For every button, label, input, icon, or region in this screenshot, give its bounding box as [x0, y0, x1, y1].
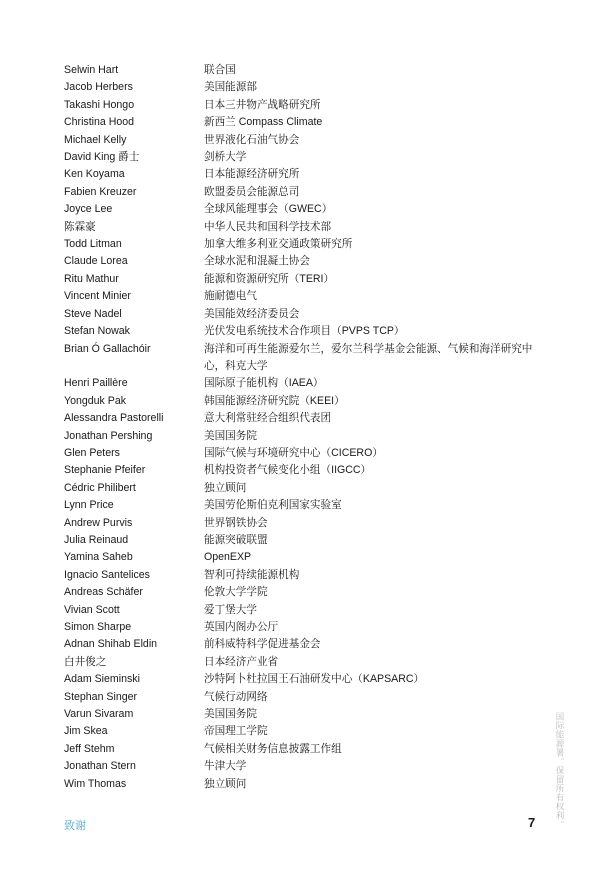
organization-name: 日本经济产业省	[204, 655, 279, 668]
list-item	[64, 758, 544, 775]
organization-name: 海洋和可再生能源爱尔兰，爱尔兰科学基金会能源、气候和海洋研究中心，科克大学	[204, 342, 533, 372]
person-name: Vivian Scott	[64, 603, 120, 616]
list-item	[64, 184, 544, 201]
person-name: David King 爵士	[64, 151, 140, 164]
organization-name: 美国国务院	[204, 708, 257, 721]
organization-name: 光伏发电系统技术合作项目（PVPS TCP）	[204, 325, 405, 338]
person-name: Jonathan Stern	[64, 760, 136, 773]
list-item	[64, 341, 544, 376]
list-item	[64, 619, 544, 636]
person-name: Jacob Herbers	[64, 81, 133, 94]
person-name: Takashi Hongo	[64, 98, 135, 111]
list-item	[64, 532, 544, 549]
page-number: 7	[528, 815, 536, 830]
person-name: Lynn Price	[64, 499, 114, 512]
person-name: Yamina Saheb	[64, 551, 133, 564]
list-item	[64, 497, 544, 514]
person-name: Joyce Lee	[64, 203, 113, 216]
list-item	[64, 114, 544, 131]
organization-name: 日本能源经济研究所	[204, 168, 300, 181]
organization-name: 施耐德电气	[204, 290, 257, 303]
person-name: Yongduk Pak	[64, 394, 127, 407]
person-name: Selwin Hart	[64, 64, 119, 76]
organization-name: OpenEXP	[204, 551, 252, 564]
organization-name: 美国能源部	[204, 81, 257, 94]
organization-name: 伦敦大学学院	[204, 586, 268, 599]
copyright-notice: 国际能源署。保留所有权利。	[555, 712, 565, 829]
organization-name: 国际原子能机构（IAEA）	[204, 377, 324, 390]
person-name: Jonathan Pershing	[64, 429, 153, 442]
organization-name: 全球风能理事会（GWEC）	[204, 203, 333, 216]
organization-name: 国际气候与环境研究中心（CICERO）	[204, 446, 383, 459]
person-name: Todd Litman	[64, 238, 122, 251]
person-name: Andreas Schäfer	[64, 586, 143, 599]
organization-name: 机构投资者气候变化小组（IIGCC）	[204, 464, 372, 477]
organization-name: 气候相关财务信息披露工作组	[204, 742, 342, 755]
list-item	[64, 602, 544, 619]
organization-name: 美国能效经济委员会	[204, 307, 300, 320]
list-item	[64, 671, 544, 688]
person-name: Cédric Philibert	[64, 481, 136, 494]
organization-name: 英国内阁办公厅	[204, 621, 279, 633]
person-name: Ken Koyama	[64, 168, 125, 181]
list-item	[64, 97, 544, 114]
list-item	[64, 149, 544, 166]
list-item	[64, 79, 544, 96]
person-name: Christina Hood	[64, 116, 135, 129]
person-name: Adnan Shihab Eldin	[64, 638, 158, 651]
list-item	[64, 132, 544, 149]
person-name: Varun Sivaram	[64, 708, 134, 721]
acknowledgements-list	[64, 62, 544, 793]
person-name: Vincent Minier	[64, 290, 131, 303]
list-item	[64, 323, 544, 340]
list-item	[64, 689, 544, 706]
person-name: Ritu Mathur	[64, 272, 119, 285]
person-name: Steve Nadel	[64, 307, 122, 320]
person-name: Stephanie Pfeifer	[64, 464, 146, 477]
person-name: Alessandra Pastorelli	[64, 412, 164, 425]
person-name: Claude Lorea	[64, 255, 128, 268]
person-name: Henri Paillère	[64, 377, 128, 390]
organization-name: 沙特阿卜杜拉国王石油研发中心（KAPSARC）	[204, 673, 425, 686]
organization-name: 新西兰 Compass Climate	[204, 116, 323, 129]
organization-name: 加拿大维多利亚交通政策研究所	[204, 238, 353, 251]
organization-name: 全球水泥和混凝土协会	[204, 255, 310, 268]
list-item	[64, 219, 544, 236]
list-item	[64, 549, 544, 566]
person-name: Stefan Nowak	[64, 325, 130, 338]
list-item	[64, 62, 544, 79]
person-name: Jim Skea	[64, 725, 108, 738]
organization-name: 韩国能源经济研究院（KEEI）	[204, 394, 345, 407]
person-name: Wim Thomas	[64, 777, 127, 790]
list-item	[64, 201, 544, 218]
list-item	[64, 636, 544, 653]
person-name: Jeff Stehm	[64, 742, 115, 755]
organization-name: 能源突破联盟	[204, 533, 268, 546]
person-name: Ignacio Santelices	[64, 568, 150, 581]
organization-name: 美国劳伦斯伯克利国家实验室	[204, 499, 342, 512]
organization-name: 前科威特科学促进基金会	[204, 638, 321, 651]
organization-name: 爱丁堡大学	[204, 603, 257, 616]
list-item	[64, 271, 544, 288]
footer-section-title: 致谢	[64, 820, 86, 832]
list-item	[64, 584, 544, 601]
organization-name: 剑桥大学	[204, 151, 247, 164]
person-name: Andrew Purvis	[64, 516, 133, 529]
person-name: Julia Reinaud	[64, 533, 129, 546]
person-name: Glen Peters	[64, 446, 120, 459]
person-name: Simon Sharpe	[64, 621, 132, 633]
organization-name: 牛津大学	[204, 760, 247, 773]
person-name: 白井俊之	[64, 655, 107, 668]
organization-name: 独立顾问	[204, 481, 247, 494]
list-item	[64, 567, 544, 584]
organization-name: 帝国理工学院	[204, 725, 268, 738]
person-name: 陈霖豪	[64, 220, 96, 233]
list-item	[64, 706, 544, 723]
list-item	[64, 723, 544, 740]
organization-name: 独立顾问	[204, 777, 247, 790]
list-item	[64, 236, 544, 253]
organization-name: 世界钢铁协会	[204, 516, 268, 529]
organization-name: 日本三井物产战略研究所	[204, 98, 321, 111]
organization-name: 欧盟委员会能源总司	[204, 185, 300, 198]
organization-name: 美国国务院	[204, 429, 257, 442]
list-item	[64, 393, 544, 410]
person-name: Fabien Kreuzer	[64, 185, 137, 198]
organization-name: 智利可持续能源机构	[204, 568, 300, 581]
list-item	[64, 741, 544, 758]
list-item	[64, 428, 544, 445]
list-item	[64, 776, 544, 793]
organization-name: 能源和资源研究所（TERI）	[204, 272, 335, 285]
list-item	[64, 306, 544, 323]
organization-name: 中华人民共和国科学技术部	[204, 220, 332, 233]
organization-name: 联合国	[204, 64, 236, 76]
organization-name: 意大利常驻经合组织代表团	[204, 412, 332, 425]
list-item	[64, 462, 544, 479]
person-name: Michael Kelly	[64, 133, 127, 146]
organization-name: 气候行动网络	[204, 690, 268, 703]
list-item	[64, 166, 544, 183]
list-item	[64, 654, 544, 671]
list-item	[64, 480, 544, 497]
person-name: Brian Ó Gallachóir	[64, 342, 151, 355]
list-item	[64, 410, 544, 427]
list-item	[64, 515, 544, 532]
person-name: Stephan Singer	[64, 690, 138, 703]
organization-name: 世界液化石油气协会	[204, 133, 300, 146]
list-item	[64, 288, 544, 305]
list-item	[64, 375, 544, 392]
person-name: Adam Sieminski	[64, 673, 140, 686]
list-item	[64, 445, 544, 462]
list-item	[64, 253, 544, 270]
